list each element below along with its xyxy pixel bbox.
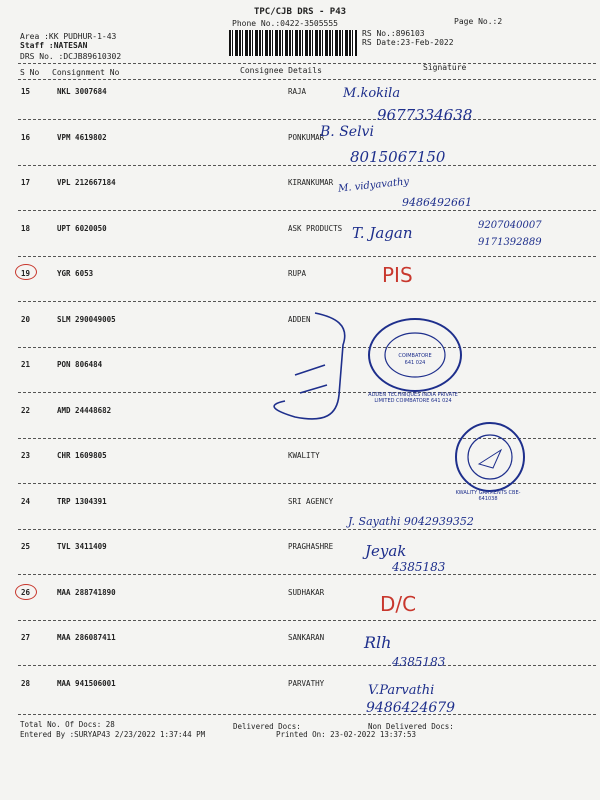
handwritten-signature: J. Sayathi 9042939352	[348, 515, 474, 528]
handwritten-signature: M.kokila	[343, 86, 401, 101]
serial-number: 16	[21, 133, 31, 142]
handwritten-phone: 9171392889	[478, 237, 542, 248]
serial-number: 26	[21, 588, 31, 597]
handwritten-phone: 9677334638	[377, 106, 473, 124]
col-signature: Signature	[423, 63, 467, 72]
stamp-text: KWALITY GARMENTS CBE-641038	[455, 490, 521, 502]
stamp-text: ADDEN TECHNIQUES INDIA PRIVATE LIMITED COIMBATORE 641 024	[368, 392, 458, 404]
handwritten-phone: 9207040007	[478, 220, 542, 231]
consignment-number: TVL 3411409	[57, 542, 107, 551]
company-stamp	[368, 318, 462, 392]
col-sno: S No	[20, 68, 40, 77]
serial-number: 28	[21, 679, 31, 688]
row-divider	[18, 574, 596, 575]
drs-number: DRS No. :DCJB89610302	[20, 52, 122, 61]
row-divider	[18, 165, 596, 166]
svg-text:COIMBATORE: COIMBATORE	[398, 353, 432, 359]
consignment-number: NKL 3007684	[57, 87, 107, 96]
consignment-number: MAA 286087411	[57, 633, 116, 642]
handwritten-signature: B. Selvi	[320, 124, 374, 140]
row-divider	[18, 529, 596, 530]
serial-number: 22	[21, 406, 31, 415]
area-label: Area :KK PUDHUR-1-43	[20, 32, 117, 41]
serial-number: 24	[21, 497, 31, 506]
handwritten-phone: 4385183	[392, 655, 446, 669]
serial-number: 23	[21, 451, 31, 460]
company-stamp	[455, 422, 525, 492]
consignee-name: RUPA	[288, 269, 307, 278]
consignment-number: UPT 6020050	[57, 224, 107, 233]
consignee-name: PARVATHY	[288, 679, 325, 688]
row-divider	[18, 665, 596, 666]
row-divider	[18, 256, 596, 257]
total-docs: Total No. Of Docs: 28	[20, 720, 115, 729]
handwritten-phone: 8015067150	[350, 148, 446, 166]
consignee-name: SUDHAKAR	[288, 588, 325, 597]
rs-date: RS Date:23-Feb-2022	[362, 38, 454, 47]
footer-rule	[18, 714, 596, 715]
consignment-number: VPM 4619802	[57, 133, 107, 142]
printed-on: Printed On: 23-02-2022 13:37:53	[276, 730, 416, 739]
header-rule	[18, 63, 596, 64]
consignee-name: SRI AGENCY	[288, 497, 334, 506]
consignment-number: AMD 24448682	[57, 406, 112, 415]
barcode	[229, 30, 357, 56]
red-circle-mark	[15, 264, 37, 280]
entered-by: Entered By :SURYAP43 2/23/2022 1:37:44 PM	[20, 730, 206, 739]
consignee-name: ASK PRODUCTS	[288, 224, 343, 233]
handwritten-signature: M. vidyavathy	[337, 176, 410, 195]
consignment-number: MAA 288741890	[57, 588, 116, 597]
serial-number: 25	[21, 542, 31, 551]
handwritten-phone: 9486424679	[366, 700, 456, 716]
document-title: TPC/CJB DRS - P43	[253, 7, 347, 17]
consignment-number: CHR 1609805	[57, 451, 107, 460]
rs-number: RS No.:896103	[362, 29, 425, 38]
consignment-number: YGR 6053	[57, 269, 94, 278]
header-rule	[18, 79, 596, 80]
phone-number: Phone No.:0422-3505555	[232, 19, 338, 28]
serial-number: 17	[21, 178, 31, 187]
handwritten-signature: Rlh	[364, 633, 392, 652]
consignee-name: ADDEN	[288, 315, 311, 324]
serial-number: 21	[21, 360, 31, 369]
handwritten-signature: V.Parvathi	[368, 683, 435, 698]
handwritten-signature: T. Jagan	[352, 224, 413, 242]
row-divider	[18, 210, 596, 211]
page-number: Page No.:2	[454, 17, 503, 26]
non-delivered-docs: Non Delivered Docs:	[368, 722, 454, 731]
consignee-name: PRAGHASHRE	[288, 542, 334, 551]
red-circle-mark	[15, 584, 37, 600]
row-divider	[18, 301, 596, 302]
consignee-name: KWALITY	[288, 451, 320, 460]
col-consignment: Consignment No	[52, 68, 120, 77]
delivery-remark: D/C	[380, 592, 417, 616]
serial-number: 27	[21, 633, 31, 642]
consignee-name: KIRANKUMAR	[288, 178, 334, 187]
consignment-number: TRP 1304391	[57, 497, 107, 506]
row-divider	[18, 620, 596, 621]
consignee-name: SANKARAN	[288, 633, 325, 642]
handwritten-phone: 4385183	[392, 560, 446, 574]
bracket-signature	[255, 305, 365, 435]
handwritten-phone: 9486492661	[402, 196, 472, 209]
consignment-number: PON 806484	[57, 360, 103, 369]
consignee-name: RAJA	[288, 87, 307, 96]
serial-number: 19	[21, 269, 31, 278]
svg-text:641 024: 641 024	[404, 360, 426, 366]
delivery-remark: PIS	[382, 263, 413, 287]
consignment-number: SLM 290049005	[57, 315, 116, 324]
consignee-name: PONKUMAR	[288, 133, 325, 142]
serial-number: 18	[21, 224, 31, 233]
col-consignee: Consignee Details	[240, 66, 322, 75]
serial-number: 15	[21, 87, 31, 96]
row-divider	[18, 119, 596, 120]
consignment-number: VPL 212667184	[57, 178, 116, 187]
serial-number: 20	[21, 315, 31, 324]
consignment-number: MAA 941506001	[57, 679, 116, 688]
delivered-docs: Delivered Docs:	[233, 722, 301, 731]
handwritten-signature: Jeyak	[365, 542, 407, 560]
staff-label: Staff :NATESAN	[20, 41, 88, 50]
